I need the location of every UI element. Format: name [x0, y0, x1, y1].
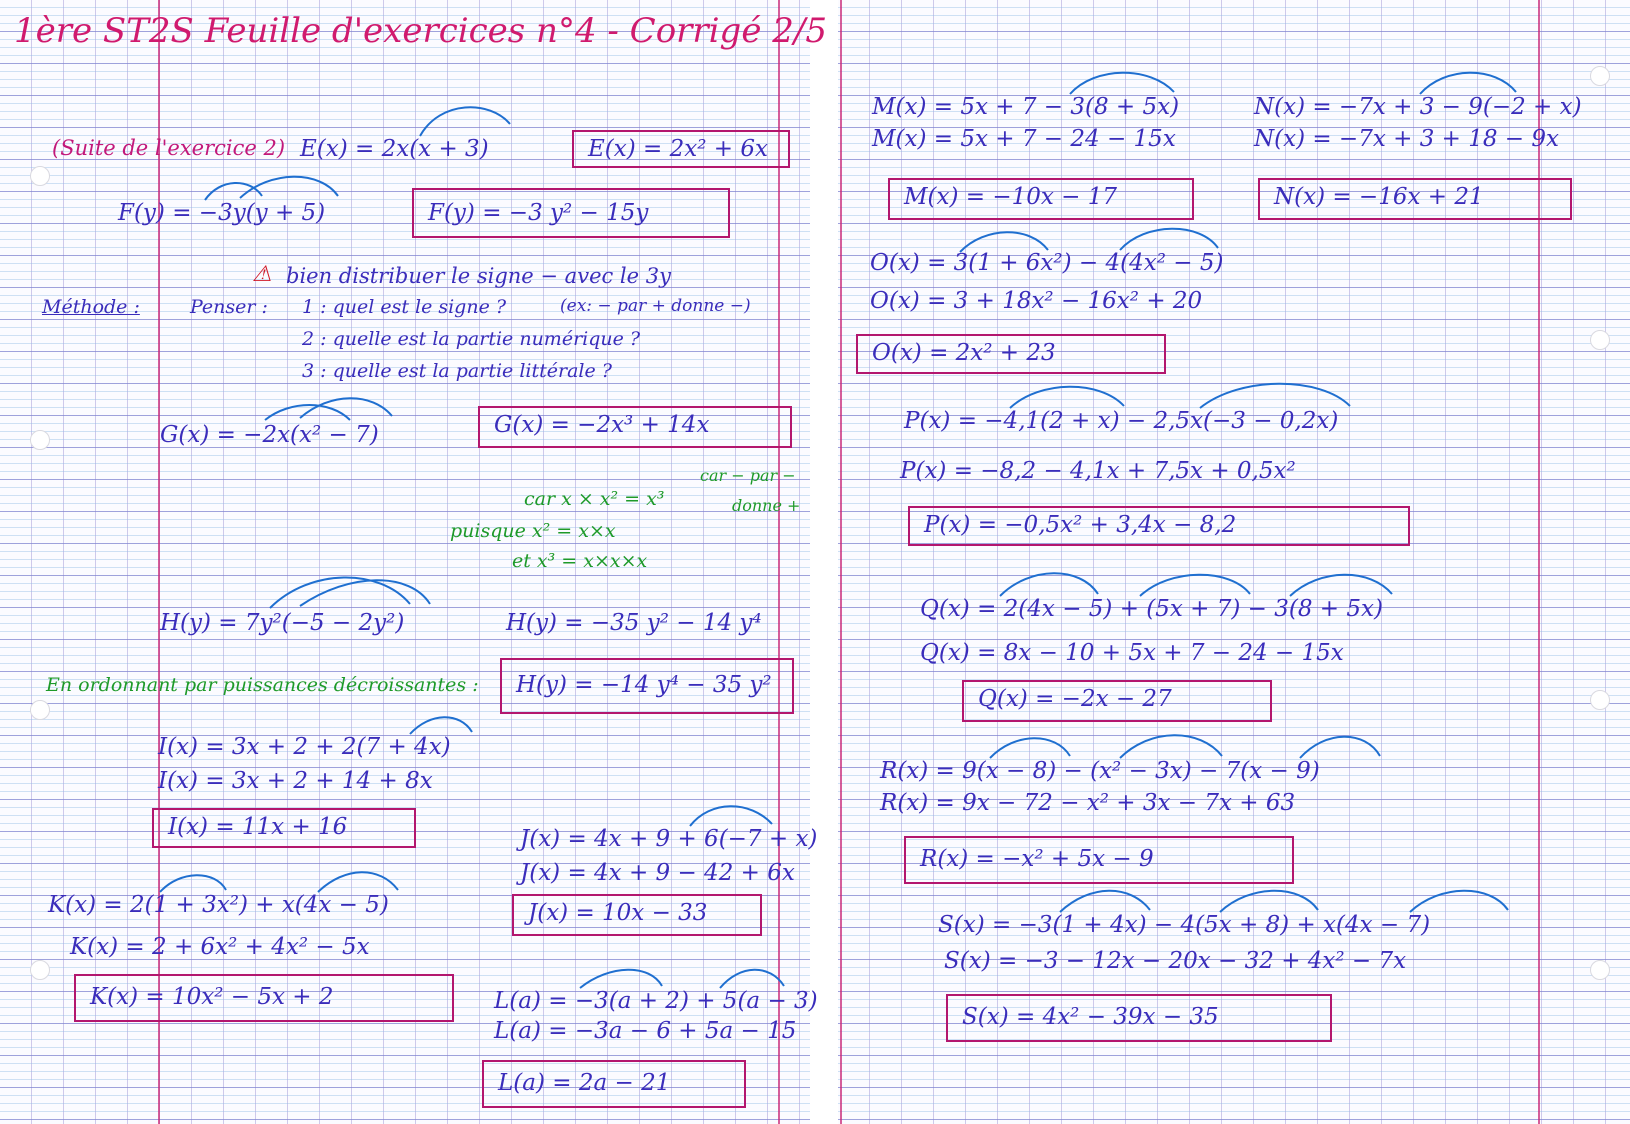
dev-O: O(x) = 3 + 18x² − 16x² + 20 — [870, 288, 1203, 314]
result-O: O(x) = 2x² + 23 — [872, 340, 1056, 366]
expr-G: G(x) = −2x(x² − 7) — [160, 422, 379, 448]
expr-E: E(x) = 2x(x + 3) — [300, 136, 489, 162]
result-F: F(y) = −3 y² − 15y — [428, 200, 649, 226]
dev-Q: Q(x) = 8x − 10 + 5x + 7 − 24 − 15x — [920, 640, 1344, 666]
G-note-1: car x × x² = x³ — [524, 488, 665, 510]
margin-line — [840, 0, 842, 1124]
result-box-K — [74, 974, 454, 1022]
result-box-J — [512, 894, 762, 936]
punch-hole — [30, 430, 50, 450]
result-box-G — [478, 406, 792, 448]
expr-S: S(x) = −3(1 + 4x) − 4(5x + 8) + x(4x − 7) — [938, 912, 1431, 938]
expr-K: K(x) = 2(1 + 3x²) + x(4x − 5) — [48, 892, 389, 918]
result-Q: Q(x) = −2x − 27 — [978, 686, 1172, 712]
G-note-3: et x³ = x×x×x — [512, 550, 648, 572]
dev-P: P(x) = −8,2 − 4,1x + 7,5x + 0,5x² — [900, 458, 1296, 484]
methode-label: Méthode : — [42, 296, 140, 318]
expr-M: M(x) = 5x + 7 − 3(8 + 5x) — [872, 94, 1180, 120]
result-G: G(x) = −2x³ + 14x — [494, 412, 710, 438]
punch-hole — [30, 700, 50, 720]
expr-P: P(x) = −4,1(2 + x) − 2,5x(−3 − 0,2x) — [904, 408, 1339, 434]
result-box-F — [412, 188, 730, 238]
punch-hole — [1590, 330, 1610, 350]
result-box-Q — [962, 680, 1272, 722]
G-note-right-1: car − par − — [700, 466, 796, 485]
dev-S: S(x) = −3 − 12x − 20x − 32 + 4x² − 7x — [944, 948, 1407, 974]
result-E: E(x) = 2x² + 6x — [588, 136, 768, 162]
penser-label: Penser : — [190, 296, 268, 318]
margin-line — [778, 0, 780, 1124]
result-P: P(x) = −0,5x² + 3,4x − 8,2 — [924, 512, 1237, 538]
expr-H: H(y) = 7y²(−5 − 2y²) — [160, 610, 405, 636]
result-box-H — [500, 658, 794, 714]
result-box-I — [152, 808, 416, 848]
G-note-2: puisque x² = x×x — [450, 520, 616, 542]
result-box-O — [856, 334, 1166, 374]
method-step-2: 2 : quelle est la partie numérique ? — [302, 328, 641, 350]
result-box-L — [482, 1060, 746, 1108]
result-N: N(x) = −16x + 21 — [1274, 184, 1484, 210]
result-I: I(x) = 11x + 16 — [168, 814, 348, 840]
result-K: K(x) = 10x² − 5x + 2 — [90, 984, 334, 1010]
result-L: L(a) = 2a − 21 — [498, 1070, 671, 1096]
suite-label: (Suite de l'exercice 2) — [52, 136, 286, 160]
expr-Q: Q(x) = 2(4x − 5) + (5x + 7) − 3(8 + 5x) — [920, 596, 1383, 622]
expr-O: O(x) = 3(1 + 6x²) − 4(4x² − 5) — [870, 250, 1224, 276]
dev-L: L(a) = −3a − 6 + 5a − 15 — [494, 1018, 797, 1044]
expr-N: N(x) = −7x + 3 − 9(−2 + x) — [1254, 94, 1582, 120]
method-step-1: 1 : quel est le signe ? — [302, 296, 507, 318]
page-title: 1ère ST2S Feuille d'exercices n°4 - Corrigé 2/5 — [14, 11, 827, 51]
G-note-right-2: donne + — [732, 496, 801, 515]
method-step-3: 3 : quelle est la partie littérale ? — [302, 360, 612, 382]
result-box-S — [946, 994, 1332, 1042]
dev-K: K(x) = 2 + 6x² + 4x² − 5x — [70, 934, 370, 960]
result-box-M — [888, 178, 1194, 220]
line-H: H(y) = −35 y² − 14 y⁴ — [506, 610, 762, 636]
method-step-1-note: (ex: − par + donne −) — [560, 296, 751, 316]
warning-icon: ⚠ — [252, 262, 272, 287]
punch-hole — [30, 166, 50, 186]
expr-L: L(a) = −3(a + 2) + 5(a − 3) — [494, 988, 818, 1014]
expr-I: I(x) = 3x + 2 + 2(7 + 4x) — [158, 734, 451, 760]
dev-N: N(x) = −7x + 3 + 18 − 9x — [1254, 126, 1559, 152]
expr-R: R(x) = 9(x − 8) − (x² − 3x) − 7(x − 9) — [880, 758, 1320, 784]
result-J: J(x) = 10x − 33 — [528, 900, 708, 926]
result-M: M(x) = −10x − 17 — [904, 184, 1118, 210]
dev-R: R(x) = 9x − 72 − x² + 3x − 7x + 63 — [880, 790, 1296, 816]
warning-note: bien distribuer le signe − avec le 3y — [286, 264, 671, 288]
result-box-N — [1258, 178, 1572, 220]
result-S: S(x) = 4x² − 39x − 35 — [962, 1004, 1219, 1030]
dev-I: I(x) = 3x + 2 + 14 + 8x — [158, 768, 433, 794]
margin-line — [1538, 0, 1540, 1124]
result-R: R(x) = −x² + 5x − 9 — [920, 846, 1154, 872]
dev-M: M(x) = 5x + 7 − 24 − 15x — [872, 126, 1176, 152]
result-H: H(y) = −14 y⁴ − 35 y² — [516, 672, 772, 698]
dev-J: J(x) = 4x + 9 − 42 + 6x — [520, 860, 795, 886]
page-gap — [810, 0, 838, 1124]
expr-J: J(x) = 4x + 9 + 6(−7 + x) — [520, 826, 818, 852]
expr-F: F(y) = −3y(y + 5) — [118, 200, 326, 226]
result-box-E — [572, 130, 790, 168]
result-box-R — [904, 836, 1294, 884]
ordering-note: En ordonnant par puissances décroissantes : — [46, 674, 479, 696]
punch-hole — [1590, 960, 1610, 980]
punch-hole — [1590, 66, 1610, 86]
punch-hole — [30, 960, 50, 980]
result-box-P — [908, 506, 1410, 546]
punch-hole — [1590, 690, 1610, 710]
